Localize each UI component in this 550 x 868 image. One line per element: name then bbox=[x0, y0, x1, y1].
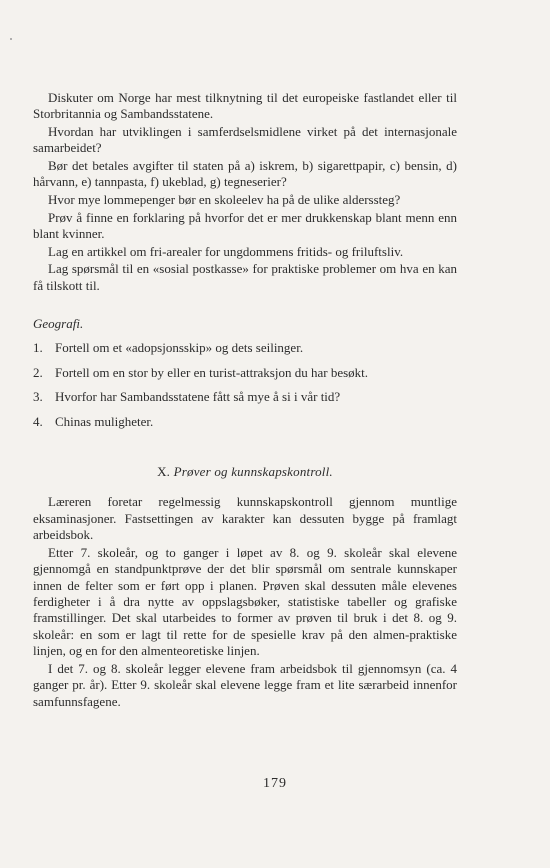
intro-paragraph-3: Bør det betales avgifter til staten på a) iskrem, b) sigarettpapir, c) bensin, d) hårvann, e) tannpasta, f) ukeblad, g) tegneserier? bbox=[33, 158, 457, 190]
intro-paragraph-1: Diskuter om Norge har mest tilknytning til det europeiske fastlandet eller til Storbritannia og Sambandsstatene. bbox=[33, 90, 457, 122]
list-item-text: Chinas muligheter. bbox=[55, 413, 154, 429]
page-number: 179 bbox=[263, 776, 287, 791]
list-item-number: 4. bbox=[33, 413, 43, 429]
geografi-list bbox=[33, 340, 457, 430]
list-item-text: Hvorfor har Sambandsstatene fått så mye å si i vår tid? bbox=[55, 389, 341, 405]
intro-paragraph-2: Hvordan har utviklingen i samferdselsmidlene virket på det internasjonale samarbeidet? bbox=[33, 124, 457, 156]
list-item-number: 1. bbox=[33, 340, 43, 356]
list-item bbox=[33, 414, 457, 430]
section-numeral: X. bbox=[157, 464, 171, 480]
section-paragraph-3: I det 7. og 8. skoleår legger elevene fram arbeidsbok til gjennomsyn (ca. 4 ganger pr. år). Etter 9. skoleår skal elevene legge fram et lite særarbeid innenfor samfunnsfagene. bbox=[33, 660, 457, 709]
list-item bbox=[33, 365, 457, 381]
list-item-text: Fortell om et «adopsjonsskip» og dets seilinger. bbox=[55, 340, 304, 356]
speck-mark bbox=[10, 38, 12, 40]
list-item-text: Fortell om en stor by eller en turist-attraksjon du har besøkt. bbox=[55, 364, 369, 380]
intro-paragraph-6: Lag en artikkel om fri-arealer for ungdommens fritids- og friluftsliv. bbox=[48, 243, 404, 259]
section-title: Prøver og kunnskapskontroll. bbox=[173, 464, 333, 480]
list-item bbox=[33, 340, 457, 356]
intro-paragraph-5: Prøv å finne en forklaring på hvorfor det er mer drukkenskap blant menn enn blant kvinner. bbox=[33, 209, 457, 241]
geografi-heading: Geografi. bbox=[33, 316, 84, 331]
list-item-number: 2. bbox=[33, 364, 43, 380]
section-heading bbox=[33, 464, 457, 480]
section-paragraph-2: Etter 7. skoleår, og to ganger i løpet av 8. og 9. skoleår skal elevene gjennomgå en standpunktprøve der det blir spørsmål om sentrale kunnskaper innen de felter som er ført opp i planen. Prøven skal dessuten måle elevenes ferdigheter i å dra nytte av oppslagsbøker, statistiske tabeller og grafiske framstillinger. Det skal utarbeides to former av prøven til bruk i det 8. og 9. skoleår: en som er lagt til rette for de spesielle krav på den almen-praktiske linjen, og en for den almenteoretiske linjen. bbox=[33, 544, 457, 659]
intro-paragraph-7: Lag spørsmål til en «sosial postkasse» for praktiske problemer om hva en kan få tilskott til. bbox=[33, 261, 457, 293]
section-paragraph-1: Læreren foretar regelmessig kunnskapskontroll gjennom muntlige eksaminasjoner. Fastsettingen av karakter kan dessuten bygge på framlagt arbeidsbok. bbox=[33, 494, 457, 543]
list-item bbox=[33, 389, 457, 405]
text-block bbox=[33, 90, 457, 711]
list-item-number: 3. bbox=[33, 389, 43, 405]
intro-paragraph-4: Hvor mye lommepenger bør en skoleelev ha på de ulike alderssteg? bbox=[48, 192, 401, 207]
